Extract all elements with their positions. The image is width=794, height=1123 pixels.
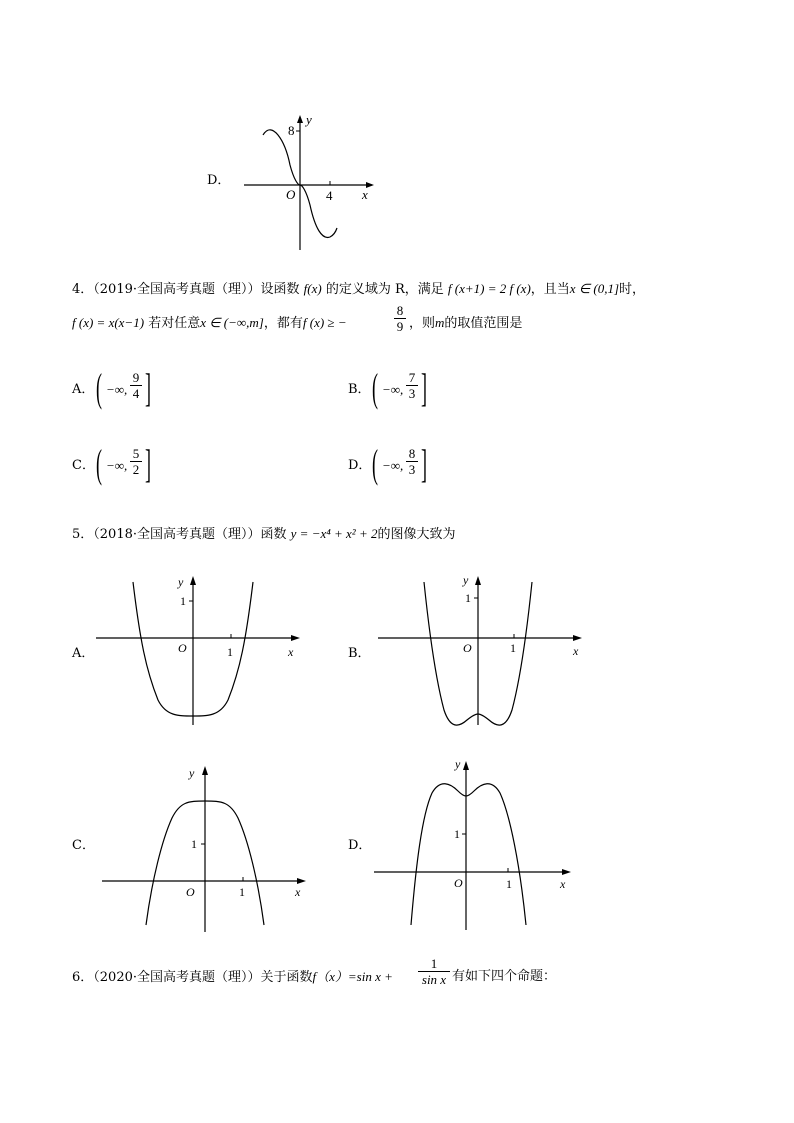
q5-b-tick-y: 1 [465, 591, 471, 605]
q6-text-1: 关于函数 [260, 970, 313, 985]
q3-d-tick-x: 4 [326, 188, 333, 203]
q6-stem [72, 968, 393, 987]
q5-graph-a [90, 570, 310, 730]
q4-line2 [72, 314, 347, 333]
q5-d-tick-x: 1 [506, 877, 512, 891]
q6-source: （2020·全国高考真题（理）） [93, 970, 261, 985]
q4-text-5: 若对任意 [148, 316, 201, 331]
q3-d-tick-y: 8 [288, 123, 295, 138]
q3-option-d-graph [240, 110, 380, 255]
q5-text-2: 的图像大致为 [377, 527, 456, 542]
q6-function: f（x）=sin x + [312, 969, 393, 984]
q5-a-tick-y: 1 [180, 594, 186, 608]
q4-text-2: 的定义域为 R，满足 [325, 282, 444, 297]
q5-b-axis-x: x [573, 644, 579, 658]
q4-option-c-label: C． [72, 458, 95, 473]
q4-text-1: 设函数 [260, 282, 300, 297]
q5-b-tick-x: 1 [510, 641, 516, 655]
q5-b-origin: O [463, 641, 472, 655]
q5-c-tick-x: 1 [239, 885, 245, 899]
q5-a-origin: O [178, 641, 187, 655]
q4-text-7: ，则 [409, 316, 436, 331]
q5-number: 5． [72, 527, 94, 542]
q5-text-1: 函数 [260, 527, 287, 542]
q5-graph-d-label: D． [348, 838, 372, 853]
q4-definition: f (x) = x(x−1) [72, 315, 145, 330]
q4-option-d-label: D． [348, 458, 372, 473]
q4-fraction: 8 9 [394, 303, 406, 334]
q6-number: 6． [72, 970, 94, 985]
q5-c-tick-y: 1 [191, 837, 197, 851]
q5-graph-d [370, 755, 580, 935]
q5-b-axis-y: y [463, 573, 469, 587]
q5-d-axis-x: x [560, 877, 566, 891]
q4-line2-tail [409, 314, 522, 333]
q3-d-axis-y: y [306, 112, 312, 127]
q5-source: （2018·全国高考真题（理）） [93, 527, 261, 542]
q4-text-6: ，都有 [263, 316, 303, 331]
q4-option-a-label: A． [72, 382, 95, 397]
q4-option-b-label: B． [348, 382, 371, 397]
q5-graph-b [372, 570, 592, 730]
q5-stem [72, 525, 456, 544]
q5-graph-b-label: B． [348, 646, 371, 661]
q5-c-axis-x: x [295, 885, 301, 899]
q5-c-origin: O [186, 885, 195, 899]
q4-source: （2019·全国高考真题（理）） [93, 282, 261, 297]
q4-number: 4． [72, 282, 94, 297]
q5-c-axis-y: y [189, 766, 195, 780]
q6-text-2: 有如下四个命题： [452, 969, 557, 984]
q4-fx: f(x) [303, 281, 322, 296]
q5-a-axis-x: x [288, 645, 294, 659]
q3-d-axis-x: x [362, 187, 368, 202]
q4-m: m [435, 315, 445, 330]
q4-inequality: f (x) ≥ − [302, 315, 347, 330]
q5-d-tick-y: 1 [454, 827, 460, 841]
q4-domain-1: x ∈ (0,1] [569, 281, 620, 296]
q4-text-4: 时， [619, 282, 646, 297]
q5-graph-c [96, 760, 316, 935]
q5-a-axis-y: y [178, 575, 184, 589]
q4-domain-2: x ∈ (−∞,m] [200, 315, 264, 330]
q4-line1 [72, 280, 645, 299]
q3-d-origin: O [286, 187, 296, 202]
q5-a-tick-x: 1 [227, 645, 233, 659]
q5-graph-c-label: C． [72, 838, 95, 853]
q4-text-8: 的取值范围是 [444, 316, 523, 331]
q5-d-origin: O [454, 876, 463, 890]
q4-text-3: ，且当 [530, 282, 570, 297]
q3-option-d-label: D． [207, 173, 231, 188]
q5-graph-a-label: A． [72, 646, 95, 661]
q4-relation: f (x+1) = 2 f (x) [447, 281, 531, 296]
q6-fraction: 1 sin x [418, 956, 450, 987]
q5-function: y = −x⁴ + x² + 2 [290, 526, 378, 541]
q5-d-axis-y: y [455, 757, 461, 771]
